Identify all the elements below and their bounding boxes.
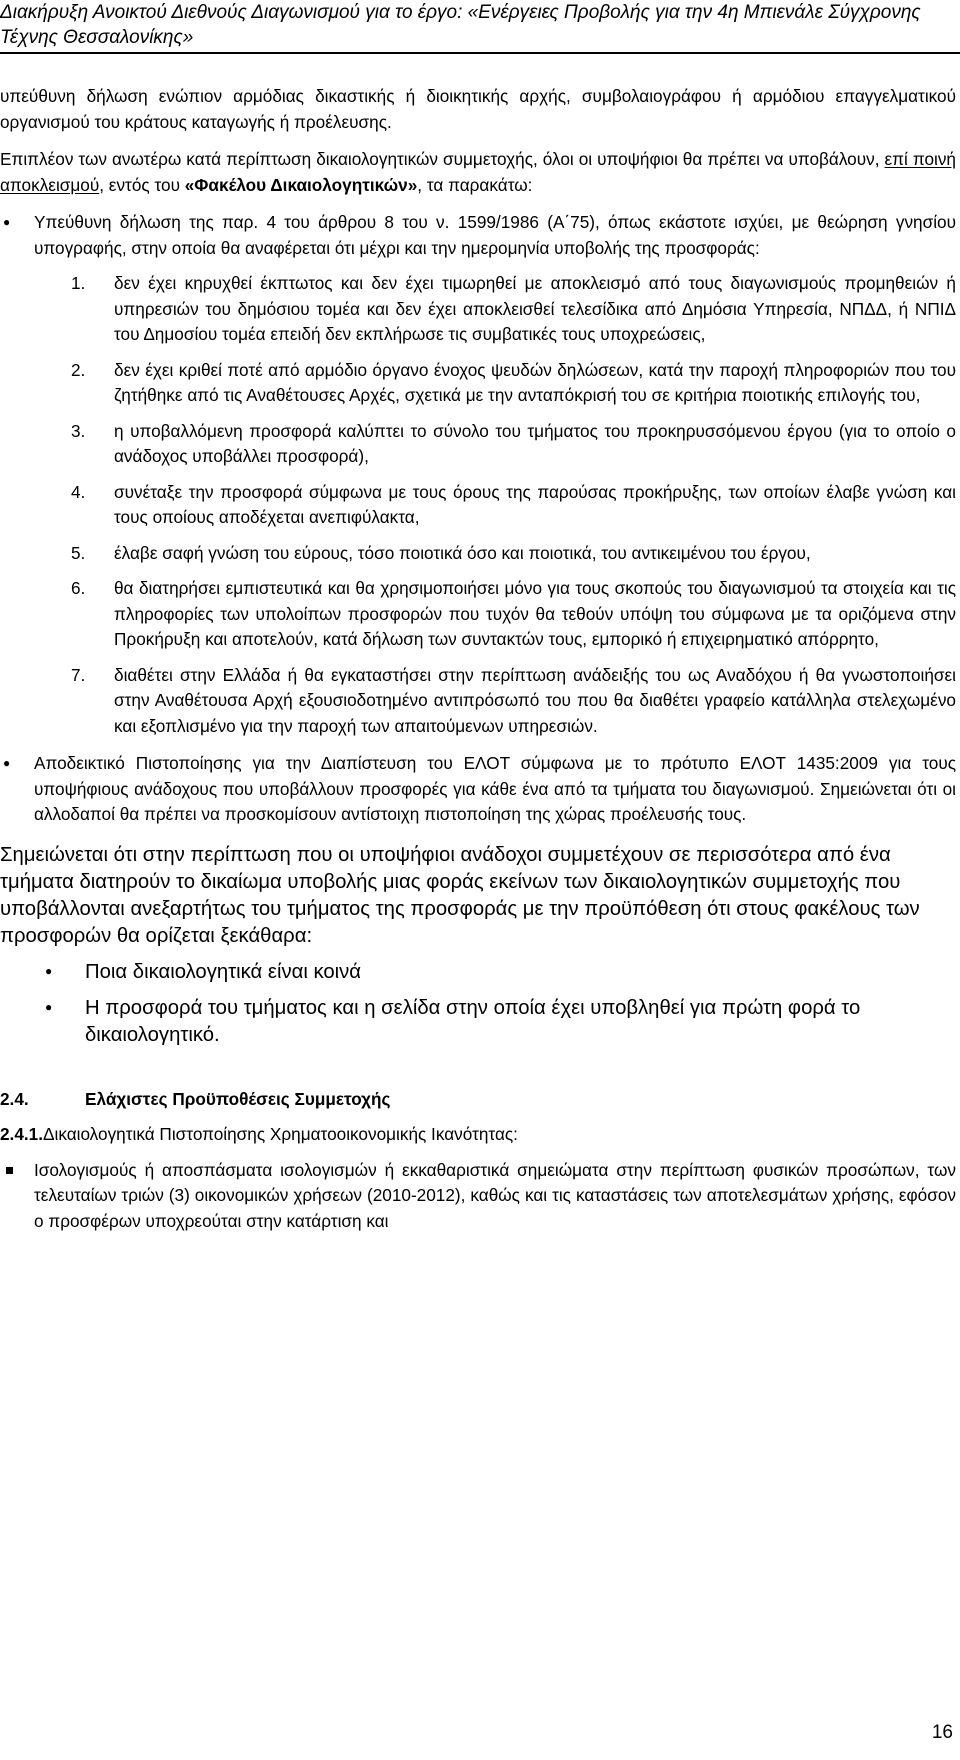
section-number: 2.4. <box>0 1088 29 1109</box>
square-bullet-icon <box>0 1158 34 1184</box>
numbered-item <box>71 541 956 567</box>
square-bullet-item <box>0 1158 956 1235</box>
item-text: θα διατηρήσει εμπιστευτικά και θα χρησιμοποιήσει μόνο για τους σκοπούς του διαγωνισμού τα στοιχεία και τις πληροφορίες των υπολοίπων προσφορών που τυχόν θα τεθούν υπόψη του σύμφωνα με τα οριζόμενα στην Προκήρυξη και αποτελούν, κατά δήλωση των συντακτών τους, εμπορικό ή επιχειρηματικό απόρρητο, <box>114 578 956 649</box>
item-text: η υποβαλλόμενη προσφορά καλύπτει το σύνολο του τμήματος του προκηρυσσόμενου έργου (για το οποίο ο ανάδοχος υποβάλλει προσφορά), <box>114 420 956 466</box>
bullet-item-declaration <box>0 210 956 261</box>
item-number: 1. <box>71 273 86 293</box>
header-title: Διακήρυξη Ανοικτού Διεθνούς Διαγωνισμού για το έργο: «Ενέργειες Προβολής για την 4η Μπιενάλε Σύγχρονης Τέχνης Θεσσαλονίκης» <box>0 2 921 48</box>
item-text: συνέταξε την προσφορά σύμφωνα με τους όρους της παρούσας προκήρυξης, των οποίων έλαβε γνώση και τους οποίους αποδέχεται ανεπιφύλακτα, <box>114 481 956 527</box>
subsection-number: 2.4.1. <box>0 1124 44 1144</box>
requirements-paragraph <box>0 147 956 198</box>
bullet-text: Υπεύθυνη δήλωση της παρ. 4 του άρθρου 8 του ν. 1599/1986 (Α΄75), όπως εκάστοτε ισχύει, με θεώρηση γνησίου υπογραφής, στην οποία θα αναφέρεται ότι μέχρι και την ημερομηνία υποβολής της προσφοράς: <box>34 212 956 258</box>
req-text-2: , εντός του <box>99 174 185 195</box>
square-item-text: Ισολογισμούς ή αποσπάσματα ισολογισμών ή εκκαθαριστικά σημειώματα στην περίπτωση φυσικών προσώπων, των τελευταίων τριών (3) οικονομικών χρήσεων (2010-2012), καθώς και τις καταστάσεις των αποτελεσμάτων χρήσης, εφόσον ο προσφέρων υποχρεούται στην κατάρτιση και <box>34 1159 956 1231</box>
note-block <box>0 842 956 1049</box>
subsection-title: Δικαιολογητικά Πιστοποίησης Χρηματοοικονομικής Ικανότητας: <box>43 1124 518 1144</box>
req-text-1: Επιπλέον των ανωτέρω κατά περίπτωση δικαιολογητικών συμμετοχής, όλοι οι υποψήφιοι θα πρέπει να υποβάλουν, <box>0 149 885 169</box>
item-number: 3. <box>71 420 86 441</box>
bullet-icon: ● <box>45 963 53 978</box>
bullet-item-certification <box>0 751 956 828</box>
section-heading <box>0 1087 956 1113</box>
req-text-3: , τα παρακάτω: <box>417 174 533 195</box>
page-number: 16 <box>931 1722 953 1743</box>
note-item-text: Η προσφορά του τμήματος και η σελίδα στην οποία έχει υποβληθεί για πρώτη φορά το δικαιολογητικό. <box>85 996 861 1046</box>
numbered-item <box>71 576 956 653</box>
intro-paragraph: υπεύθυνη δήλωση ενώπιον αρμόδιας δικαστικής ή διοικητικής αρχής, συμβολαιογράφου ή αρμόδιου επαγγελματικού οργανισμού του κράτους καταγωγής ή προέλευσης. <box>0 86 956 132</box>
item-number: 4. <box>71 481 86 502</box>
document-body <box>0 84 956 1234</box>
note-list-item <box>0 959 956 986</box>
documents-folder-name: «Φακέλου Δικαιολογητικών» <box>184 174 418 195</box>
item-text: έλαβε σαφή γνώση του εύρους, τόσο ποιοτικά όσο και ποιοτικά, του αντικειμένου του έργου, <box>114 542 811 563</box>
bullet-icon: ● <box>45 999 53 1014</box>
note-list-item <box>0 995 956 1049</box>
numbered-item <box>71 271 956 348</box>
header-divider <box>0 52 960 54</box>
subsection-heading <box>0 1122 956 1148</box>
item-text: δεν έχει κηρυχθεί έκπτωτος και δεν έχει τιμωρηθεί με αποκλεισμό από τους διαγωνισμούς προμηθειών ή υπηρεσιών του δημόσιου τομέα και δεν έχει αποκλεισθεί τελεσίδικα από Δημόσια Υπηρεσία, ΝΠΔΔ, ή ΝΠΙΔ του Δημοσίου τομέα επειδή δεν εκπλήρωσε τις συμβατικές τους υποχρεώσεις, <box>114 273 956 344</box>
numbered-item <box>71 480 956 531</box>
item-text: διαθέτει στην Ελλάδα ή θα εγκαταστήσει στην περίπτωση ανάδειξής του ως Αναδόχου ή θα γνωστοποιήσει στην Αναθέτουσα Αρχή εξουσιοδοτημένο αντιπρόσωπό του που θα διαθέτει γραφείο κατάλληλα στελεχωμένο και εξοπλισμένο για την παροχή των απαιτούμενων υπηρεσιών. <box>114 664 956 736</box>
item-number: 5. <box>71 542 86 563</box>
numbered-list <box>0 271 956 739</box>
page-header <box>0 0 960 50</box>
numbered-item <box>71 358 956 409</box>
note-item-text: Ποια δικαιολογητικά είναι κοινά <box>85 960 362 983</box>
item-number: 6. <box>71 578 86 598</box>
item-text: δεν έχει κριθεί ποτέ από αρμόδιο όργανο ένοχος ψευδών δηλώσεων, κατά την παροχή πληροφοριών που του ζητήθηκε από τις Αναθέτουσες Αρχές, σχετικά με την ανταπόκρισή του σε κριτήρια ποιοτικής επιλογής του, <box>114 359 956 405</box>
bullet-text: Αποδεικτικό Πιστοποίησης για την Διαπίστευση του ΕΛΟΤ σύμφωνα με το πρότυπο ΕΛΟΤ 1435:2009 για τους υποψήφιους ανάδοχους που υποβάλλουν προσφορές για κάθε ένα από τα τμήματα του διαγωνισμού. Σημειώνεται ότι οι αλλοδαποί θα πρέπει να προσκομίσουν αντίστοιχη πιστοποίηση της χώρας προέλευσής τους. <box>34 753 956 824</box>
item-number: 7. <box>71 664 86 685</box>
note-text: Σημειώνεται ότι στην περίπτωση που οι υποψήφιοι ανάδοχοι συμμετέχουν σε περισσότερα από ένα τμήματα διατηρούν το δικαίωμα υποβολής μιας φοράς εκείνων των δικαιολογητικών συμμετοχής που υποβάλλονται ανεξαρτήτως του τμήματος της προσφοράς με την προϋπόθεση ότι στους φακέλους των προσφορών θα ορίζεται ξεκάθαρα: <box>0 843 920 947</box>
section-title: Ελάχιστες Προϋποθέσεις Συμμετοχής <box>85 1088 391 1109</box>
exclusion-penalty-text: επί ποινή αποκλεισμού <box>0 149 956 195</box>
bullet-icon: ● <box>3 756 11 770</box>
item-number: 2. <box>71 359 86 380</box>
numbered-item <box>71 663 956 740</box>
numbered-item <box>71 419 956 470</box>
bullet-icon: ● <box>3 215 11 229</box>
